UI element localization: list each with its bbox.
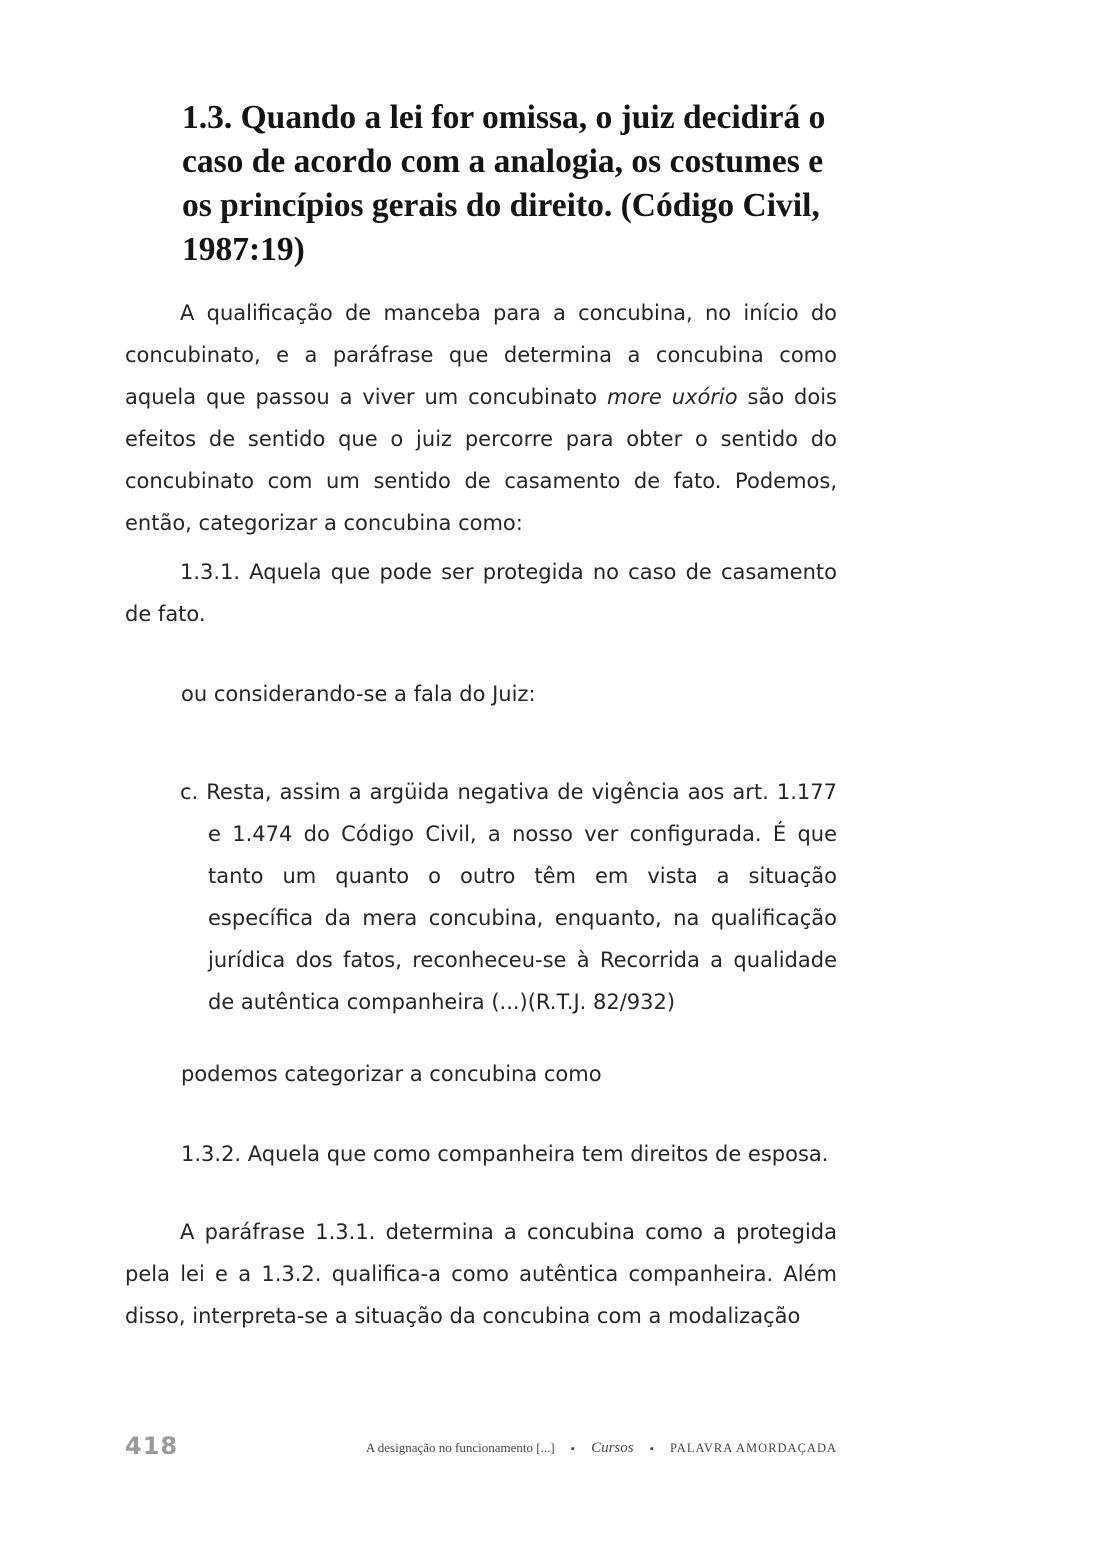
section-heading — [182, 96, 842, 272]
running-footer — [366, 1440, 837, 1457]
chapter-title: A designação no funcionamento [...] — [365, 1440, 555, 1455]
heading-line: 1.3. Quando a lei for omissa, o juiz decidirá o — [182, 99, 826, 136]
page-footer — [125, 1432, 837, 1466]
item-1-3-2: 1.3.2. Aquela que como companheira tem direitos de esposa. — [181, 1142, 829, 1166]
paragraph-text: A qualificação de manceba para a concubina, no início do concubinato, e a paráfrase que determina a concubina como aquela que passou a viver um concubinato — [125, 301, 837, 409]
paragraph-parafrase: A paráfrase 1.3.1. determina a concubina como a protegida pela lei e a 1.3.2. qualifica-a como autêntica companheira. Além disso, interpreta-se a situação da concubina com a modalização — [125, 1220, 837, 1328]
bullet-separator: ▪ — [649, 1443, 654, 1455]
item-1-3-1: 1.3.1. Aquela que pode ser protegida no caso de casamento de fato. — [125, 560, 837, 626]
podemos-line: podemos categorizar a concubina como — [181, 1062, 602, 1086]
page-number: 418 — [125, 1432, 179, 1460]
heading-line: os princípios gerais do direito. (Código Civil, — [182, 187, 820, 224]
paragraph-text: são dois efeitos de sentido que o juiz percorre para obter o sentido do concubinato com um sentido de casamento de fato. Podemos, então, categorizar a concubina como: — [125, 385, 837, 535]
heading-line: 1987:19) — [182, 231, 305, 268]
book-title: PALAVRA AMORDAÇADA — [670, 1441, 837, 1455]
emphasis-more-uxorio: more uxório — [606, 385, 738, 409]
heading-line: caso de acordo com a analogia, os costumes e — [182, 143, 824, 180]
bullet-separator: ▪ — [570, 1443, 575, 1455]
paragraph-concubinato — [125, 292, 837, 544]
ou-line: ou considerando-se a fala do Juiz: — [181, 682, 536, 706]
series-name: Cursos — [591, 1440, 634, 1456]
judge-quote: c. Resta, assim a argüida negativa de vigência aos art. 1.177 e 1.474 do Código Civil, a nosso ver configurada. É que tanto um quanto o outro têm em vista a situação específica da mera concubina, enquanto, na qualificação jurídica dos fatos, reconheceu-se à Recorrida a qualidade de autêntica companheira (...)(R.T.J. 82/932) — [180, 780, 837, 1014]
